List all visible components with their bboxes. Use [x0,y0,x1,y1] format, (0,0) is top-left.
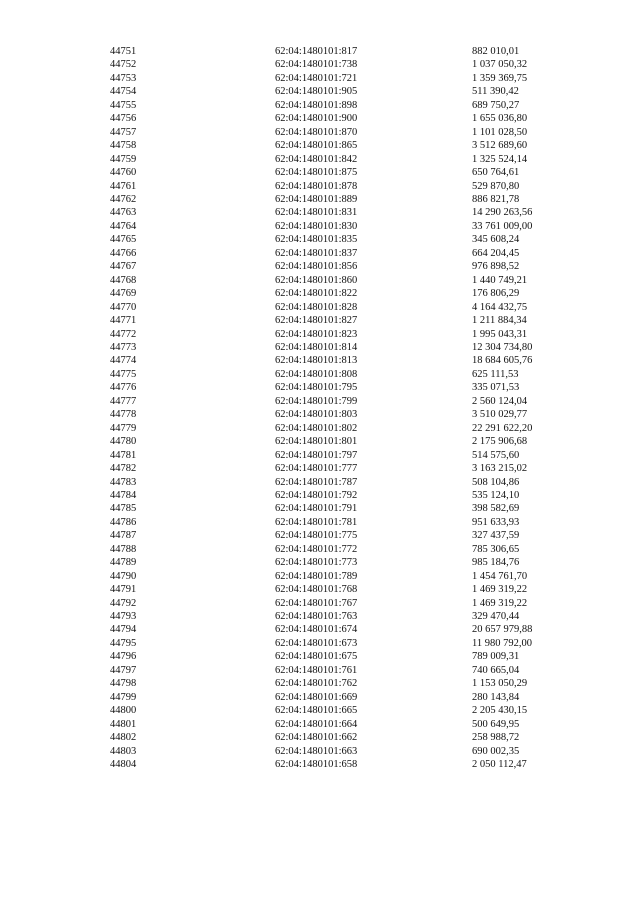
cadastral-number-cell: 62:04:1480101:831 [275,207,358,219]
cadastral-number-cell: 62:04:1480101:787 [275,476,358,488]
table-row [110,408,570,421]
row-number-cell: 44770 [110,301,137,313]
table-row [110,139,570,152]
cadastral-number-cell: 62:04:1480101:797 [275,449,358,461]
cadastral-number-cell: 62:04:1480101:768 [275,584,358,596]
row-number-cell: 44768 [110,274,137,286]
table-row [110,287,570,300]
row-number-cell: 44793 [110,611,137,623]
table-row [110,274,570,287]
cadastral-number-cell: 62:04:1480101:875 [275,167,358,179]
cadastral-number-cell: 62:04:1480101:772 [275,543,358,555]
table-row [110,314,570,327]
table-row [110,718,570,731]
row-number-cell: 44799 [110,691,137,703]
cadastral-number-cell: 62:04:1480101:900 [275,113,358,125]
cadastral-number-cell: 62:04:1480101:799 [275,395,358,407]
table-row [110,502,570,515]
value-cell: 985 184,76 [472,557,520,569]
table-row [110,206,570,219]
row-number-cell: 44758 [110,140,137,152]
table-row [110,664,570,677]
table-row [110,543,570,556]
table-row [110,650,570,663]
cadastral-number-cell: 62:04:1480101:813 [275,355,358,367]
table-row [110,529,570,542]
value-cell: 535 124,10 [472,489,520,501]
row-number-cell: 44795 [110,637,137,649]
cadastral-number-cell: 62:04:1480101:663 [275,745,358,757]
row-number-cell: 44759 [110,153,137,165]
value-cell: 12 304 734,80 [472,341,533,353]
value-cell: 3 163 215,02 [472,463,528,475]
row-number-cell: 44790 [110,570,137,582]
value-cell: 345 608,24 [472,234,520,246]
row-number-cell: 44801 [110,718,137,730]
table-row [110,328,570,341]
value-cell: 327 437,59 [472,530,520,542]
row-number-cell: 44783 [110,476,137,488]
row-number-cell: 44754 [110,86,137,98]
value-cell: 329 470,44 [472,611,520,623]
cadastral-number-cell: 62:04:1480101:721 [275,72,358,84]
table-row [110,180,570,193]
row-number-cell: 44802 [110,732,137,744]
value-cell: 650 764,61 [472,167,520,179]
table-row [110,166,570,179]
value-cell: 258 988,72 [472,732,520,744]
cadastral-number-cell: 62:04:1480101:773 [275,557,358,569]
row-number-cell: 44796 [110,651,137,663]
value-cell: 33 761 009,00 [472,220,533,232]
registry-table-body [110,45,570,771]
table-row [110,85,570,98]
value-cell: 2 050 112,47 [472,759,527,771]
row-number-cell: 44800 [110,705,137,717]
value-cell: 951 633,93 [472,516,520,528]
row-number-cell: 44787 [110,530,137,542]
cadastral-number-cell: 62:04:1480101:767 [275,597,358,609]
value-cell: 2 560 124,04 [472,395,528,407]
table-row [110,220,570,233]
cadastral-number-cell: 62:04:1480101:675 [275,651,358,663]
table-row [110,556,570,569]
row-number-cell: 44756 [110,113,137,125]
row-number-cell: 44764 [110,220,137,232]
value-cell: 14 290 263,56 [472,207,533,219]
value-cell: 11 980 792,00 [472,637,532,649]
row-number-cell: 44777 [110,395,137,407]
table-row [110,368,570,381]
cadastral-number-cell: 62:04:1480101:658 [275,759,358,771]
row-number-cell: 44755 [110,99,137,111]
cadastral-number-cell: 62:04:1480101:762 [275,678,358,690]
cadastral-number-cell: 62:04:1480101:865 [275,140,358,152]
row-number-cell: 44797 [110,664,137,676]
cadastral-number-cell: 62:04:1480101:856 [275,261,358,273]
row-number-cell: 44762 [110,193,137,205]
cadastral-number-cell: 62:04:1480101:808 [275,368,358,380]
table-row [110,260,570,273]
value-cell: 785 306,65 [472,543,520,555]
cadastral-number-cell: 62:04:1480101:674 [275,624,358,636]
value-cell: 1 995 043,31 [472,328,528,340]
row-number-cell: 44765 [110,234,137,246]
value-cell: 280 143,84 [472,691,520,703]
cadastral-number-cell: 62:04:1480101:673 [275,637,358,649]
table-row [110,72,570,85]
cadastral-number-cell: 62:04:1480101:669 [275,691,358,703]
table-row [110,597,570,610]
table-row [110,731,570,744]
value-cell: 508 104,86 [472,476,520,488]
cadastral-number-cell: 62:04:1480101:814 [275,341,358,353]
row-number-cell: 44803 [110,745,137,757]
value-cell: 1 469 319,22 [472,597,528,609]
value-cell: 886 821,78 [472,193,520,205]
table-row [110,745,570,758]
row-number-cell: 44792 [110,597,137,609]
row-number-cell: 44766 [110,247,137,259]
value-cell: 1 454 761,70 [472,570,528,582]
cadastral-number-cell: 62:04:1480101:801 [275,436,358,448]
cadastral-number-cell: 62:04:1480101:664 [275,718,358,730]
value-cell: 1 325 524,14 [472,153,528,165]
row-number-cell: 44781 [110,449,137,461]
table-row [110,637,570,650]
cadastral-number-cell: 62:04:1480101:665 [275,705,358,717]
row-number-cell: 44789 [110,557,137,569]
value-cell: 625 111,53 [472,368,519,380]
cadastral-number-cell: 62:04:1480101:761 [275,664,358,676]
table-row [110,112,570,125]
row-number-cell: 44769 [110,288,137,300]
cadastral-number-cell: 62:04:1480101:823 [275,328,358,340]
cadastral-number-cell: 62:04:1480101:792 [275,489,358,501]
cadastral-number-cell: 62:04:1480101:898 [275,99,358,111]
value-cell: 1 440 749,21 [472,274,528,286]
row-number-cell: 44752 [110,59,137,71]
table-row [110,233,570,246]
row-number-cell: 44761 [110,180,137,192]
value-cell: 529 870,80 [472,180,520,192]
row-number-cell: 44773 [110,341,137,353]
cadastral-number-cell: 62:04:1480101:860 [275,274,358,286]
cadastral-number-cell: 62:04:1480101:738 [275,59,358,71]
row-number-cell: 44757 [110,126,137,138]
value-cell: 4 164 432,75 [472,301,528,313]
table-row [110,476,570,489]
row-number-cell: 44774 [110,355,137,367]
table-row [110,704,570,717]
value-cell: 500 649,95 [472,718,520,730]
cadastral-number-cell: 62:04:1480101:842 [275,153,358,165]
value-cell: 689 750,27 [472,99,520,111]
row-number-cell: 44775 [110,368,137,380]
row-number-cell: 44767 [110,261,137,273]
row-number-cell: 44785 [110,503,137,515]
table-row [110,58,570,71]
value-cell: 514 575,60 [472,449,520,461]
row-number-cell: 44779 [110,422,137,434]
table-row [110,516,570,529]
table-row [110,691,570,704]
table-row [110,435,570,448]
value-cell: 1 211 884,34 [472,315,527,327]
table-row [110,126,570,139]
cadastral-number-cell: 62:04:1480101:905 [275,86,358,98]
table-row [110,301,570,314]
registry-table [110,45,570,771]
table-row [110,354,570,367]
row-number-cell: 44794 [110,624,137,636]
cadastral-number-cell: 62:04:1480101:791 [275,503,358,515]
value-cell: 1 037 050,32 [472,59,528,71]
value-cell: 1 655 036,80 [472,113,528,125]
cadastral-number-cell: 62:04:1480101:828 [275,301,358,313]
table-row [110,247,570,260]
table-row [110,45,570,58]
cadastral-number-cell: 62:04:1480101:662 [275,732,358,744]
value-cell: 176 806,29 [472,288,520,300]
cadastral-number-cell: 62:04:1480101:835 [275,234,358,246]
value-cell: 511 390,42 [472,86,519,98]
table-row [110,610,570,623]
table-row [110,193,570,206]
value-cell: 882 010,01 [472,46,520,57]
table-row [110,677,570,690]
row-number-cell: 44786 [110,516,137,528]
row-number-cell: 44753 [110,72,137,84]
value-cell: 3 512 689,60 [472,140,528,152]
cadastral-number-cell: 62:04:1480101:827 [275,315,358,327]
cadastral-number-cell: 62:04:1480101:889 [275,193,358,205]
cadastral-number-cell: 62:04:1480101:830 [275,220,358,232]
value-cell: 740 665,04 [472,664,520,676]
row-number-cell: 44784 [110,489,137,501]
table-row [110,758,570,771]
cadastral-number-cell: 62:04:1480101:781 [275,516,358,528]
value-cell: 1 101 028,50 [472,126,528,138]
cadastral-number-cell: 62:04:1480101:802 [275,422,358,434]
value-cell: 1 153 050,29 [472,678,528,690]
value-cell: 18 684 605,76 [472,355,533,367]
cadastral-number-cell: 62:04:1480101:870 [275,126,358,138]
cadastral-number-cell: 62:04:1480101:817 [275,46,358,57]
cadastral-number-cell: 62:04:1480101:789 [275,570,358,582]
value-cell: 690 002,35 [472,745,520,757]
value-cell: 22 291 622,20 [472,422,533,434]
value-cell: 2 205 430,15 [472,705,528,717]
row-number-cell: 44798 [110,678,137,690]
cadastral-number-cell: 62:04:1480101:795 [275,382,358,394]
value-cell: 3 510 029,77 [472,409,528,421]
value-cell: 1 359 369,75 [472,72,528,84]
row-number-cell: 44782 [110,463,137,475]
table-row [110,623,570,636]
value-cell: 976 898,52 [472,261,520,273]
cadastral-number-cell: 62:04:1480101:777 [275,463,358,475]
row-number-cell: 44760 [110,167,137,179]
value-cell: 2 175 906,68 [472,436,528,448]
row-number-cell: 44751 [110,46,137,57]
row-number-cell: 44772 [110,328,137,340]
cadastral-number-cell: 62:04:1480101:763 [275,611,358,623]
table-row [110,99,570,112]
row-number-cell: 44776 [110,382,137,394]
value-cell: 664 204,45 [472,247,520,259]
value-cell: 335 071,53 [472,382,520,394]
cadastral-number-cell: 62:04:1480101:878 [275,180,358,192]
cadastral-number-cell: 62:04:1480101:803 [275,409,358,421]
table-row [110,422,570,435]
row-number-cell: 44788 [110,543,137,555]
table-row [110,462,570,475]
cadastral-number-cell: 62:04:1480101:837 [275,247,358,259]
value-cell: 1 469 319,22 [472,584,528,596]
value-cell: 398 582,69 [472,503,520,515]
value-cell: 789 009,31 [472,651,520,663]
table-row [110,489,570,502]
table-row [110,341,570,354]
cadastral-number-cell: 62:04:1480101:775 [275,530,358,542]
row-number-cell: 44771 [110,315,137,327]
table-row [110,395,570,408]
table-row [110,449,570,462]
row-number-cell: 44763 [110,207,137,219]
row-number-cell: 44778 [110,409,137,421]
cadastral-number-cell: 62:04:1480101:822 [275,288,358,300]
row-number-cell: 44804 [110,759,137,771]
table-row [110,153,570,166]
table-row [110,583,570,596]
value-cell: 20 657 979,88 [472,624,533,636]
table-row [110,570,570,583]
row-number-cell: 44780 [110,436,137,448]
row-number-cell: 44791 [110,584,137,596]
table-row [110,381,570,394]
